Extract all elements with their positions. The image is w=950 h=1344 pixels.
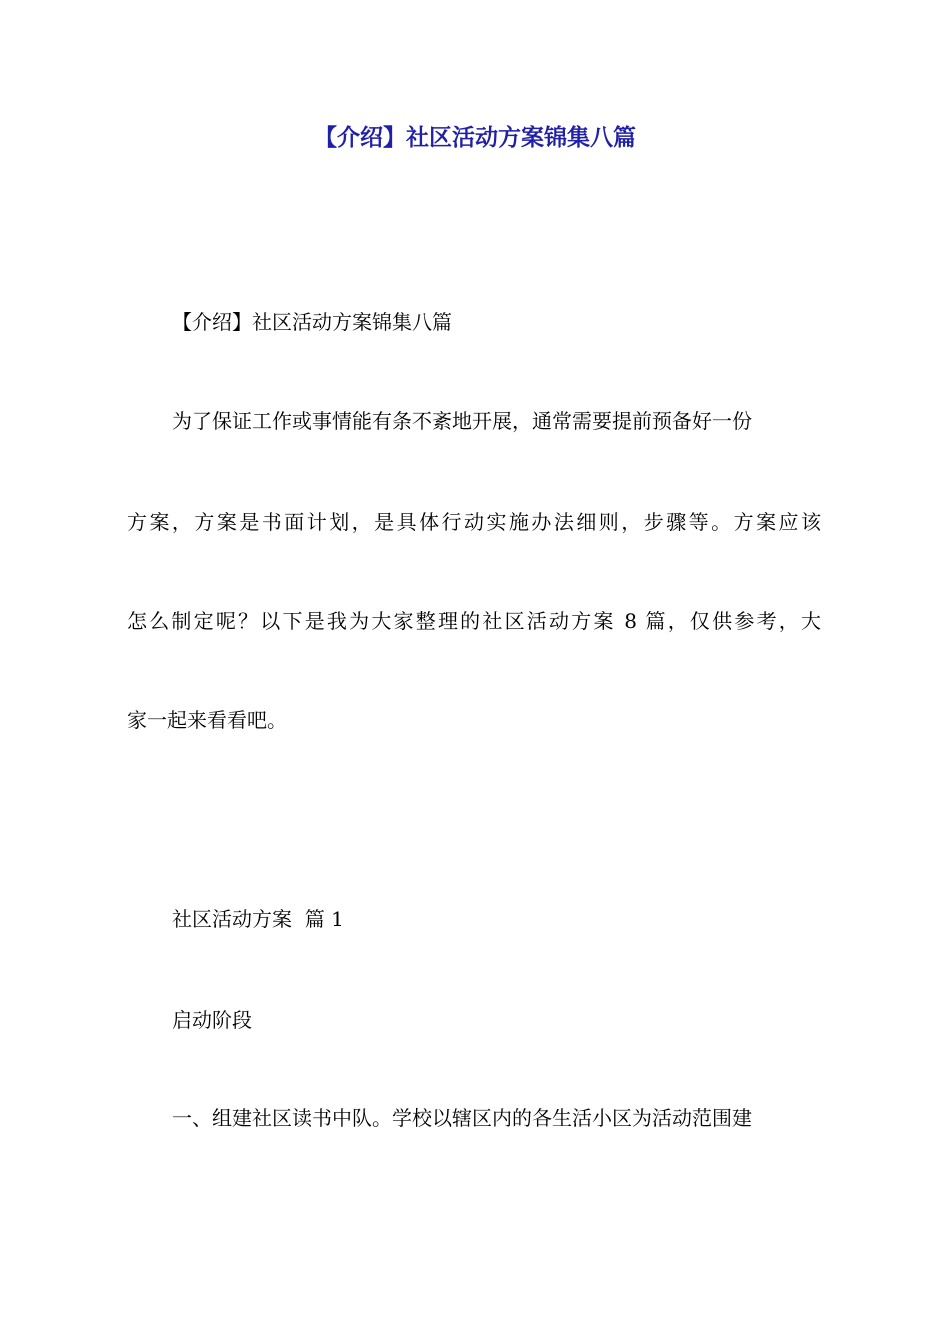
intro-line-2: 方案，方案是书面计划，是具体行动实施办法细则，步骤等。方案应该 — [127, 510, 821, 534]
intro-line-4: 家一起来看看吧。 — [127, 708, 287, 732]
body-line-1: 一、组建社区读书中队。学校以辖区内的各生活小区为活动范围建 — [172, 1106, 752, 1130]
page-title: 【介绍】社区活动方案锦集八篇 — [314, 125, 636, 151]
document-subtitle: 【介绍】社区活动方案锦集八篇 — [172, 310, 452, 334]
stage-heading: 启动阶段 — [172, 1008, 252, 1032]
intro-line-1: 为了保证工作或事情能有条不紊地开展，通常需要提前预备好一份 — [172, 409, 752, 433]
section-heading: 社区活动方案 篇 1 — [172, 907, 344, 931]
intro-line-3: 怎么制定呢？以下是我为大家整理的社区活动方案 8 篇，仅供参考，大 — [127, 609, 821, 633]
